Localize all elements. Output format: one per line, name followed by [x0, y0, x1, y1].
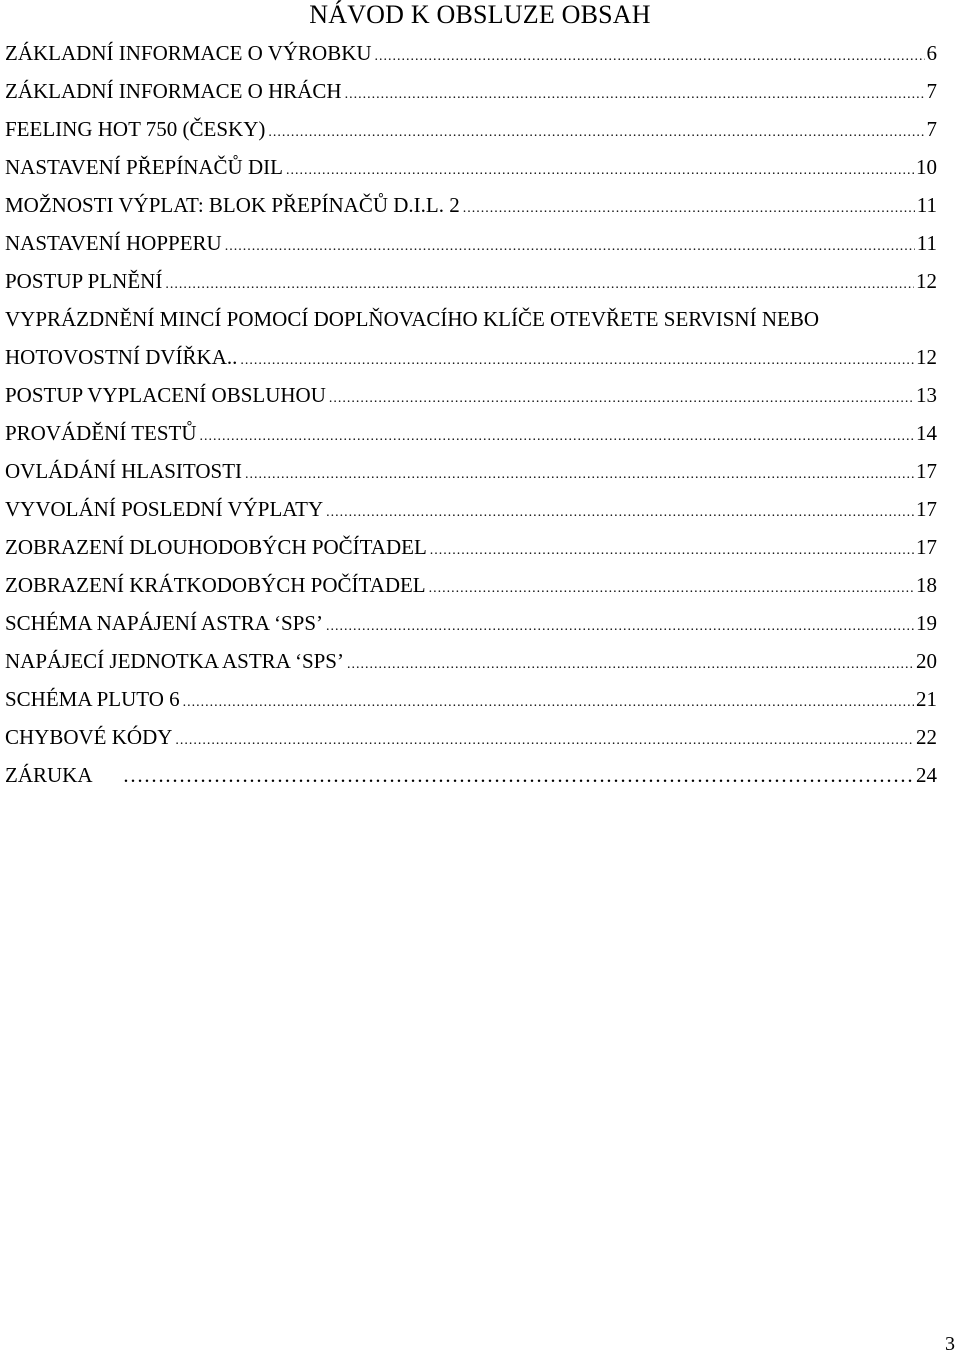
toc-entry-page: 17 [916, 535, 937, 559]
toc-entry-page: 13 [916, 383, 937, 407]
toc-dot-leader [165, 262, 914, 304]
toc-entry-wrapped-first-line[interactable] [5, 300, 937, 338]
toc-entry-page: 7 [926, 79, 937, 103]
toc-entry-page: 20 [916, 649, 937, 673]
toc-entry-label: CHYBOVÉ KÓDY [5, 725, 173, 749]
toc-entry-label: ZÁRUKA [5, 763, 93, 787]
toc-entry-label: OVLÁDÁNÍ HLASITOSTI [5, 459, 243, 483]
toc-entry-label: POSTUP PLNĚNÍ [5, 269, 163, 293]
toc-entry[interactable] [5, 376, 937, 414]
toc-entry-page: 6 [926, 41, 937, 65]
toc-entry[interactable] [5, 680, 937, 718]
toc-entry[interactable] [5, 642, 937, 680]
toc-entry-page: 21 [916, 687, 937, 711]
toc-entry[interactable] [5, 72, 937, 110]
toc-dot-leader [183, 680, 914, 722]
toc-entry-label: PROVÁDĚNÍ TESTŮ [5, 421, 197, 445]
toc-entry-page: 17 [916, 459, 937, 483]
toc-entry[interactable] [5, 414, 937, 452]
toc-dot-leader [430, 528, 914, 570]
document-title: NÁVOD K OBSLUZE OBSAH [309, 0, 651, 29]
toc-dot-leader [375, 34, 925, 76]
toc-entry[interactable] [5, 490, 937, 528]
toc-entry[interactable] [5, 34, 937, 72]
toc-entry[interactable] [5, 110, 937, 148]
toc-entry-label: NASTAVENÍ HOPPERU [5, 231, 222, 255]
toc-entry-page: 12 [916, 269, 937, 293]
toc-entry-page: 22 [916, 725, 937, 749]
toc-entry-page: 11 [916, 231, 937, 255]
toc-entry-label: ZÁKLADNÍ INFORMACE O VÝROBKU [5, 41, 372, 65]
toc-entry-label: NASTAVENÍ PŘEPÍNAČŮ DIL [5, 155, 283, 179]
toc-entry[interactable] [5, 452, 937, 490]
toc-entry-page: 17 [916, 497, 937, 521]
toc-ellipsis-leader [123, 756, 915, 794]
toc-dot-leader [225, 224, 915, 266]
toc-entry-label: SCHÉMA PLUTO 6 [5, 687, 180, 711]
toc-entry-page: 14 [916, 421, 937, 445]
toc-entry[interactable] [5, 604, 937, 642]
toc-dot-leader [286, 148, 914, 190]
toc-dot-leader [345, 72, 925, 114]
toc-entry[interactable] [5, 186, 937, 224]
toc-dot-leader [268, 110, 924, 152]
toc-entry-label: NAPÁJECÍ JEDNOTKA ASTRA ‘SPS’ [5, 649, 344, 673]
toc-entry[interactable] [5, 756, 937, 794]
toc-dot-leader [326, 490, 914, 532]
toc-entry-page: 18 [916, 573, 937, 597]
toc-dot-leader [347, 642, 914, 684]
toc-dot-leader [200, 414, 914, 456]
toc-entry-page: 11 [916, 193, 937, 217]
toc-entry-page: 19 [916, 611, 937, 635]
toc-entry-label: ZOBRAZENÍ KRÁTKODOBÝCH POČÍTADEL [5, 573, 426, 597]
toc-dot-leader [463, 186, 915, 228]
toc-entry[interactable] [5, 148, 937, 186]
toc-entry[interactable] [5, 566, 937, 604]
toc-entry-label: VYPRÁZDNĚNÍ MINCÍ POMOCÍ DOPLŇOVACÍHO KLÍČE OTEVŘETE SERVISNÍ NEBO [5, 307, 820, 331]
toc-entry-page: 12 [916, 345, 937, 369]
toc-entry[interactable] [5, 718, 937, 756]
toc-dot-leader [326, 604, 914, 646]
toc-entry-wrapped-continuation[interactable] [5, 338, 937, 376]
toc-entry-page: 7 [926, 117, 937, 141]
toc-dot-leader [175, 718, 914, 760]
toc-entry-label: ZÁKLADNÍ INFORMACE O HRÁCH [5, 79, 342, 103]
toc-entry[interactable] [5, 528, 937, 566]
toc-entry[interactable] [5, 262, 937, 300]
toc-dot-leader [329, 376, 914, 418]
toc-dot-leader [429, 566, 914, 608]
toc-entry[interactable] [5, 224, 937, 262]
toc-entry-label: FEELING HOT 750 (ČESKY) [5, 117, 266, 141]
toc-entry-label-continuation: HOTOVOSTNÍ DVÍŘKA.. [5, 345, 238, 369]
toc-dot-leader [240, 338, 914, 380]
toc-entry-label: ZOBRAZENÍ DLOUHODOBÝCH POČÍTADEL [5, 535, 427, 559]
toc-entry-label: POSTUP VYPLACENÍ OBSLUHOU [5, 383, 326, 407]
toc-entry-label: MOŽNOSTI VÝPLAT: BLOK PŘEPÍNAČŮ D.I.L. 2 [5, 193, 460, 217]
table-of-contents [5, 34, 937, 794]
page-number: 3 [945, 1333, 955, 1355]
toc-entry-page: 10 [916, 155, 937, 179]
toc-dot-leader [245, 452, 914, 494]
toc-entry-label: VYVOLÁNÍ POSLEDNÍ VÝPLATY [5, 497, 324, 521]
toc-entry-label: SCHÉMA NAPÁJENÍ ASTRA ‘SPS’ [5, 611, 323, 635]
toc-entry-page: 24 [916, 763, 937, 787]
